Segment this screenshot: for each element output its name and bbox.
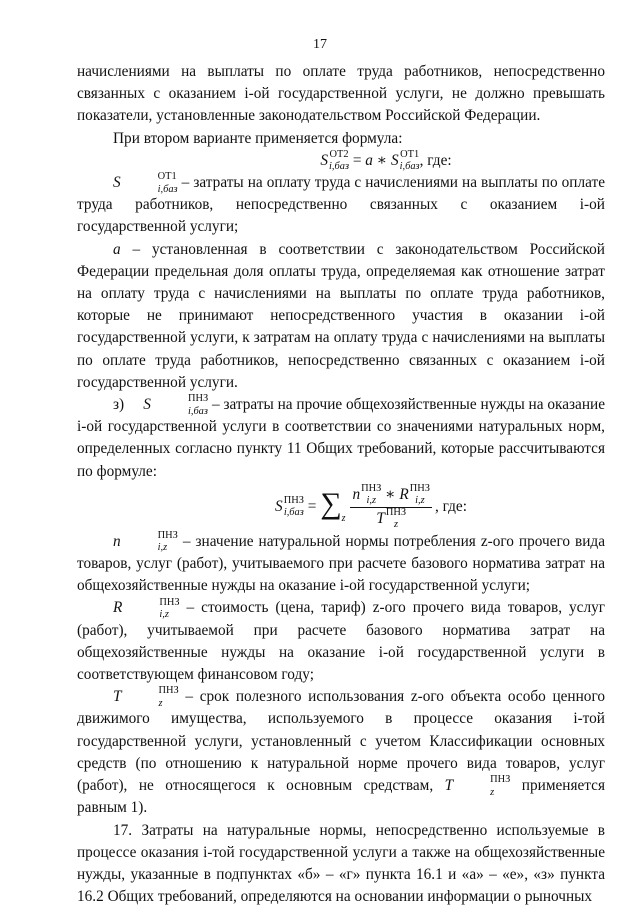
body-text (77, 61, 605, 908)
definition-r: R ПНЗ i,z – стоимость (цена, тариф) z-ого прочего вида товаров, услуг (работ), учитываемой при расчете базового норматива затрат на общехозяйственные нужды на оказание i-ой государственной услуги в соответствующем финансовом году; (77, 597, 605, 686)
page-number: 17 (0, 37, 640, 53)
sum-sign: ∑ (320, 487, 341, 520)
definition-t: T ПНЗ z – срок полезного использования z-ого объекта особо ценного движимого имущества, используемого в процессе оказания i-той государственной услуги, установленный с учетом Классификации основных средств (по отношению к натуральной норме прочего вида товаров, услуг (работ), не относящегося к основным средствам, T ПНЗ z применяется равным 1). (77, 686, 605, 819)
paragraph-17: 17. Затраты на натуральные нормы, непосредственно используемые в процессе оказания i-той государственной услуги а также на общехозяйственные нужды, указанные в подпунктах «б» – «г» пункта 16.1 и «а» – «е», «з» пункта 16.2 Общих требований, определяются на основании информации о рыночных (77, 820, 605, 908)
definition-n: n ПНЗ i,z – значение натуральной нормы потребления z-ого прочего вида товаров, услуг (работ), учитываемого при расчете базового норматива затрат на общехозяйственные нужды на оказание i-ой государственной услуги; (77, 531, 605, 598)
definition-a: a – установленная в соответствии с законодательством Российской Федерации предельная доля оплаты труда, определяемая как отношение затрат на оплату труда с начислениями на выплаты по оплате труда работников, которые не принимают непосредственного участия в оказании i-ой государственной услуги, к затратам на оплату труда с начислениями на выплаты по оплате труда работников, непосредственно связанных с оказанием i-ой государственной услуги. (77, 239, 605, 394)
paragraph-second-variant: При втором варианте применяется формула: (77, 128, 605, 150)
item-z: з) S ПНЗ i,баз – затраты на прочие общехозяйственные нужды на оказание i-ой государственной услуги в соответствии со значениями натуральных норм, определенных согласно пункту 11 Общих требований, которые рассчитываются по формуле: (77, 394, 605, 483)
formula-pnz: S ПНЗ i,баз = $\sum_z$ n ПНЗ i,z ∗ R ПНЗ i,z T ПНЗ z , где: (77, 483, 605, 531)
formula-ot2: S ОТ2 i,баз = a ∗ S ОТ1 i,баз , где: (77, 150, 605, 172)
definition-s-ot1: S ОТ1 i,баз – затраты на оплату труда с начислениями на выплаты по оплате труда работников, непосредственно связанных с оказанием i-ой государственной услуги; (77, 172, 605, 239)
fraction: n ПНЗ i,z ∗ R ПНЗ i,z T ПНЗ z (350, 485, 432, 530)
paragraph-continuation: начислениями на выплаты по оплате труда работников, непосредственно связанных с оказанием i-ой государственной услуги, не должно превышать показатели, установленные законодательством Российской Федерации. (77, 61, 605, 128)
